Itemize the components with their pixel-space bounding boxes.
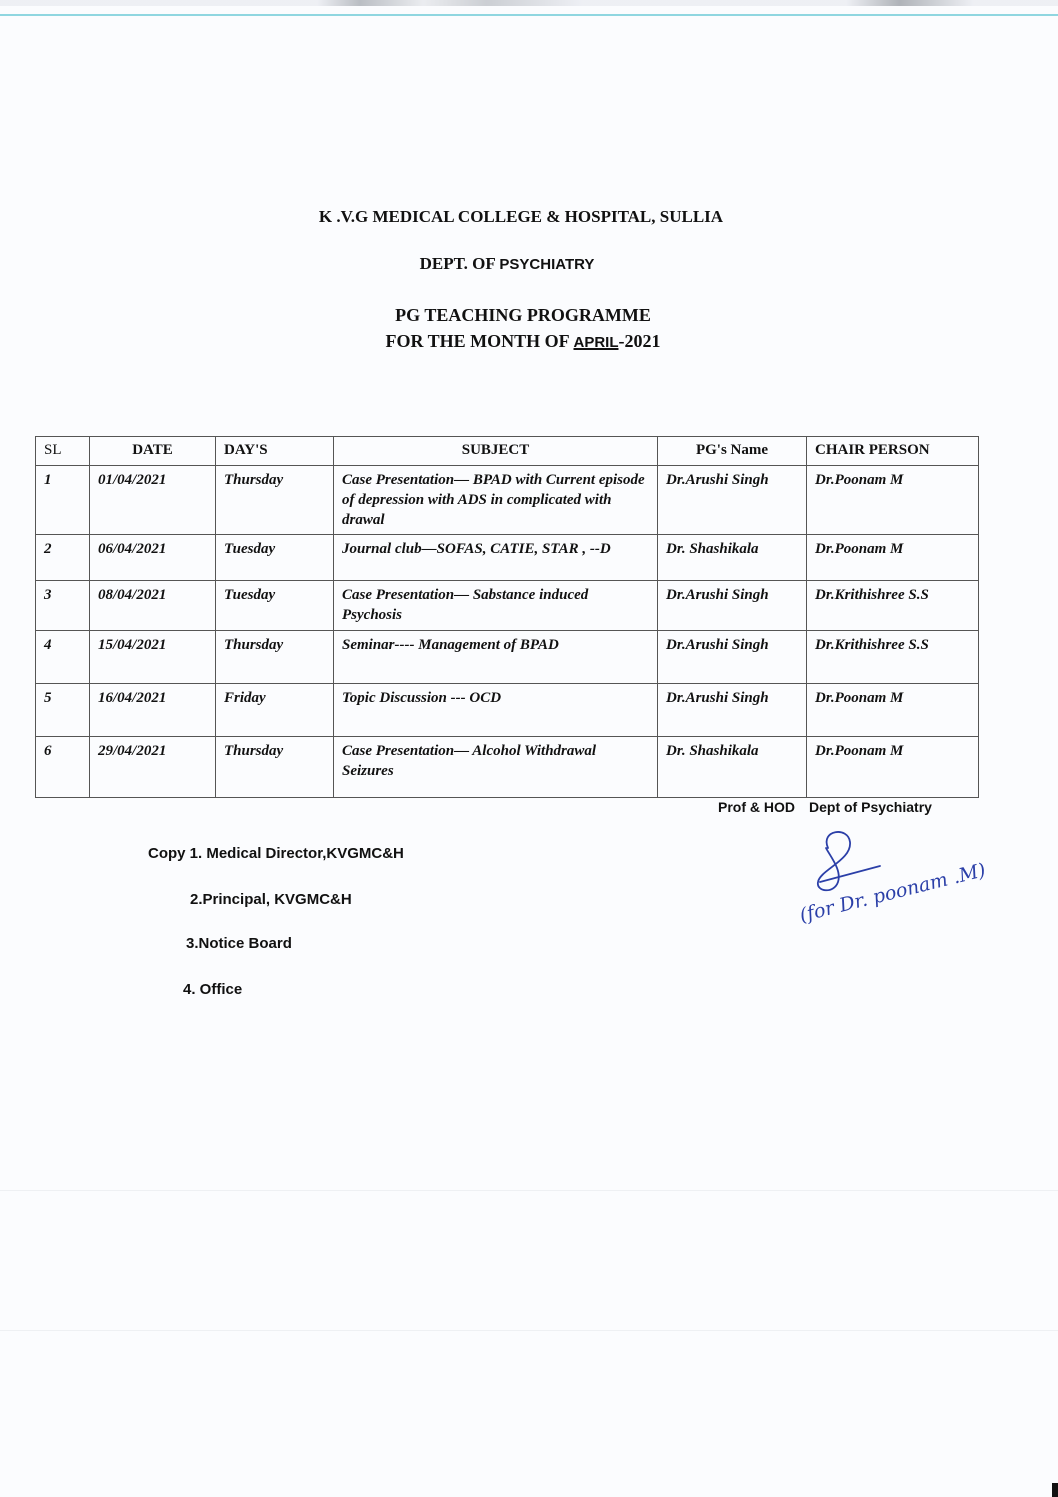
cell-sl: 2 bbox=[36, 535, 90, 581]
month-prefix: FOR THE MONTH OF bbox=[385, 331, 569, 351]
cell-date: 16/04/2021 bbox=[90, 684, 216, 737]
cell-date: 29/04/2021 bbox=[90, 737, 216, 798]
cell-chair-person: Dr.Poonam M bbox=[807, 737, 979, 798]
cell-day: Tuesday bbox=[216, 535, 334, 581]
table-row bbox=[36, 684, 979, 737]
cell-pg-name: Dr. Shashikala bbox=[658, 737, 807, 798]
cell-sl: 6 bbox=[36, 737, 90, 798]
cell-pg-name: Dr.Arushi Singh bbox=[658, 631, 807, 684]
copy-to-item: Copy 1. Medical Director,KVGMC&H bbox=[148, 845, 404, 862]
cell-date: 08/04/2021 bbox=[90, 581, 216, 631]
scan-faint-line bbox=[0, 1330, 1058, 1331]
col-header-subject: SUBJECT bbox=[334, 437, 658, 466]
cell-subject: Case Presentation— Sabstance induced Psychosis bbox=[334, 581, 658, 631]
signatory-role: Prof & HOD bbox=[718, 799, 795, 815]
cell-day: Thursday bbox=[216, 466, 334, 535]
cell-pg-name: Dr.Arushi Singh bbox=[658, 684, 807, 737]
copy-to-item: 2.Principal, KVGMC&H bbox=[190, 891, 352, 908]
cell-subject: Topic Discussion --- OCD bbox=[334, 684, 658, 737]
table-row bbox=[36, 737, 979, 798]
cell-chair-person: Dr.Krithishree S.S bbox=[807, 581, 979, 631]
cell-sl: 5 bbox=[36, 684, 90, 737]
cell-subject: Case Presentation— Alcohol Withdrawal Seizures bbox=[334, 737, 658, 798]
table-row bbox=[36, 535, 979, 581]
dept-name: PSYCHIATRY bbox=[499, 256, 595, 273]
cell-sl: 1 bbox=[36, 466, 90, 535]
cell-date: 06/04/2021 bbox=[90, 535, 216, 581]
cell-pg-name: Dr. Shashikala bbox=[658, 535, 807, 581]
scan-edge-shadow bbox=[0, 0, 1058, 6]
col-header-pg-name: PG's Name bbox=[658, 437, 807, 466]
cell-day: Thursday bbox=[216, 631, 334, 684]
table-row bbox=[36, 466, 979, 535]
cell-chair-person: Dr.Poonam M bbox=[807, 535, 979, 581]
scan-corner-artifact bbox=[1052, 1483, 1058, 1497]
cell-subject: Case Presentation— BPAD with Current episode of depression with ADS in complicated with drawal bbox=[334, 466, 658, 535]
cell-day: Friday bbox=[216, 684, 334, 737]
cell-chair-person: Dr.Krithishree S.S bbox=[807, 631, 979, 684]
col-header-sl: SL bbox=[36, 437, 90, 466]
cell-subject: Journal club—SOFAS, CATIE, STAR , --D bbox=[334, 535, 658, 581]
cell-date: 01/04/2021 bbox=[90, 466, 216, 535]
cell-sl: 4 bbox=[36, 631, 90, 684]
department-heading bbox=[0, 254, 1036, 274]
month-name: APRIL bbox=[573, 334, 619, 351]
col-header-date: DATE bbox=[90, 437, 216, 466]
table-header-row bbox=[36, 437, 979, 466]
signatory-title bbox=[718, 799, 946, 815]
cell-chair-person: Dr.Poonam M bbox=[807, 684, 979, 737]
month-year: -2021 bbox=[618, 331, 661, 351]
scan-artifact-line bbox=[0, 14, 1058, 16]
cell-pg-name: Dr.Arushi Singh bbox=[658, 466, 807, 535]
col-header-chair-person: CHAIR PERSON bbox=[807, 437, 979, 466]
cell-subject: Seminar---- Management of BPAD bbox=[334, 631, 658, 684]
cell-chair-person: Dr.Poonam M bbox=[807, 466, 979, 535]
dept-prefix: DEPT. OF bbox=[419, 254, 496, 273]
cell-date: 15/04/2021 bbox=[90, 631, 216, 684]
cell-day: Thursday bbox=[216, 737, 334, 798]
cell-day: Tuesday bbox=[216, 581, 334, 631]
institution-name: K .V.G MEDICAL COLLEGE & HOSPITAL, SULLIA bbox=[318, 207, 724, 226]
copy-to-item: 4. Office bbox=[183, 981, 243, 998]
scan-faint-line bbox=[0, 1190, 1058, 1191]
copy-to-item: 3.Notice Board bbox=[186, 935, 292, 952]
table-row bbox=[36, 631, 979, 684]
cell-sl: 3 bbox=[36, 581, 90, 631]
schedule-table bbox=[35, 436, 979, 798]
cell-pg-name: Dr.Arushi Singh bbox=[658, 581, 807, 631]
programme-title: PG TEACHING PROGRAMME bbox=[395, 305, 651, 325]
handwritten-signature: (for Dr. poonam .M) bbox=[797, 859, 988, 927]
col-header-day: DAY'S bbox=[216, 437, 334, 466]
month-heading bbox=[0, 331, 1052, 352]
table-row bbox=[36, 581, 979, 631]
signatory-dept: Dept of Psychiatry bbox=[809, 799, 932, 815]
